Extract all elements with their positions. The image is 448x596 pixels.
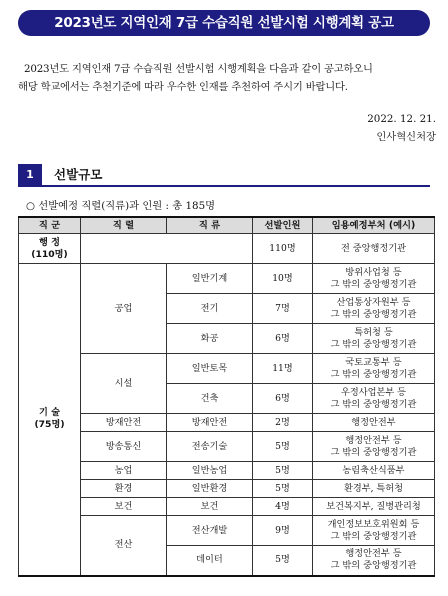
dept-line: 특허청 등 <box>354 326 393 338</box>
intro-paragraph <box>18 60 438 96</box>
dept-line: 그 밖의 중앙행정기관 <box>330 446 417 458</box>
section-title: 선발규모 <box>54 167 103 182</box>
section-header <box>18 164 430 186</box>
dept-line: 행정안전부 등 <box>345 548 402 560</box>
count-cell: 5명 <box>253 546 313 576</box>
dept-cell: 행정안전부 <box>313 414 435 432</box>
series-cell: 공업 <box>81 264 167 354</box>
count-cell: 5명 <box>253 480 313 498</box>
branch-cell: 전기 <box>167 294 253 324</box>
branch-cell: 전송기술 <box>167 432 253 462</box>
table-row <box>19 462 435 480</box>
branch-cell: 일반환경 <box>167 480 253 498</box>
header-series: 직 렬 <box>81 217 167 234</box>
series-cell: 환경 <box>81 480 167 498</box>
header-count: 선발인원 <box>253 217 313 234</box>
dept-line: 개인정보보호위원회 등 <box>327 518 420 530</box>
series-cell: 농업 <box>81 462 167 480</box>
count-cell: 6명 <box>253 384 313 414</box>
dept-cell: 환경부, 특허청 <box>313 480 435 498</box>
group-admin <box>19 234 81 264</box>
header-group: 직 군 <box>19 217 81 234</box>
dept-cell <box>313 264 435 294</box>
table-row <box>19 480 435 498</box>
table-row <box>19 264 435 294</box>
dept-line: 그 밖의 중앙행정기관 <box>330 278 417 290</box>
count-cell: 5명 <box>253 462 313 480</box>
branch-cell: 화공 <box>167 324 253 354</box>
count-cell: 110명 <box>253 234 313 264</box>
series-cell: 전산 <box>81 516 167 576</box>
header-branch: 직 류 <box>167 217 253 234</box>
signature-block <box>367 110 436 146</box>
count-cell: 2명 <box>253 414 313 432</box>
group-count: (75명) <box>34 419 65 431</box>
count-cell: 5명 <box>253 432 313 462</box>
branch-cell: 일반토목 <box>167 354 253 384</box>
dept-cell <box>313 516 435 546</box>
count-cell: 10명 <box>253 264 313 294</box>
count-cell: 4명 <box>253 498 313 516</box>
dept-line: 그 밖의 중앙행정기관 <box>330 308 417 320</box>
recruitment-table <box>18 216 435 577</box>
header-dept: 임용예정부처 (예시) <box>313 217 435 234</box>
table-row <box>19 516 435 546</box>
dept-line: 국토교통부 등 <box>345 356 402 368</box>
table-row <box>19 414 435 432</box>
branch-cell: 일반기계 <box>167 264 253 294</box>
dept-line: 행정안전부 등 <box>345 434 402 446</box>
count-cell: 6명 <box>253 324 313 354</box>
group-count: (110명) <box>31 248 68 260</box>
dept-line: 방위사업청 등 <box>345 266 402 278</box>
dept-cell: 전 중앙행정기관 <box>313 234 435 264</box>
dept-line: 그 밖의 중앙행정기관 <box>330 560 417 572</box>
group-name: 행 정 <box>39 236 60 248</box>
branch-cell: 전산개발 <box>167 516 253 546</box>
series-cell: 방송통신 <box>81 432 167 462</box>
branch-cell: 방재안전 <box>167 414 253 432</box>
dept-cell <box>313 324 435 354</box>
branch-cell: 건축 <box>167 384 253 414</box>
dept-line: 그 밖의 중앙행정기관 <box>330 368 417 380</box>
dept-cell: 보건복지부, 질병관리청 <box>313 498 435 516</box>
dept-line: 그 밖의 중앙행정기관 <box>330 530 417 542</box>
intro-line-1: 2023년도 지역인재 7급 수습직원 선발시험 시행계획을 다음과 같이 공고하오니 <box>24 63 373 75</box>
table-header-row <box>19 217 435 234</box>
count-cell: 7명 <box>253 294 313 324</box>
dept-line: 그 밖의 중앙행정기관 <box>330 338 417 350</box>
dept-line: 우정사업본부 등 <box>340 386 407 398</box>
notice-date: 2022. 12. 21. <box>367 113 436 125</box>
table-row <box>19 234 435 264</box>
dept-cell <box>313 294 435 324</box>
dept-cell <box>313 546 435 576</box>
intro-line-2: 해당 학교에서는 추천기준에 따라 우수한 인재를 추천하여 주시기 바랍니다. <box>18 81 348 93</box>
empty-cell <box>81 234 253 264</box>
count-cell: 11명 <box>253 354 313 384</box>
group-name: 기 술 <box>39 407 60 419</box>
group-tech <box>19 264 81 576</box>
dept-cell <box>313 432 435 462</box>
branch-cell: 보건 <box>167 498 253 516</box>
subheading: ○ 선발예정 직렬(직류)과 인원 : 총 185명 <box>26 200 216 212</box>
count-cell: 9명 <box>253 516 313 546</box>
page-title: 2023년도 지역인재 7급 수습직원 선발시험 시행계획 공고 <box>18 10 430 36</box>
branch-cell: 일반농업 <box>167 462 253 480</box>
dept-cell <box>313 354 435 384</box>
table-row <box>19 354 435 384</box>
issuer: 인사혁신처장 <box>376 131 436 143</box>
series-cell: 방재안전 <box>81 414 167 432</box>
branch-cell: 데이터 <box>167 546 253 576</box>
table-row <box>19 432 435 462</box>
dept-cell: 농림축산식품부 <box>313 462 435 480</box>
dept-cell <box>313 384 435 414</box>
table-row <box>19 498 435 516</box>
section-rule <box>18 185 430 187</box>
dept-line: 산업통상자원부 등 <box>336 296 411 308</box>
series-cell: 보건 <box>81 498 167 516</box>
dept-line: 그 밖의 중앙행정기관 <box>330 398 417 410</box>
section-number: 1 <box>18 164 42 186</box>
series-cell: 시설 <box>81 354 167 414</box>
